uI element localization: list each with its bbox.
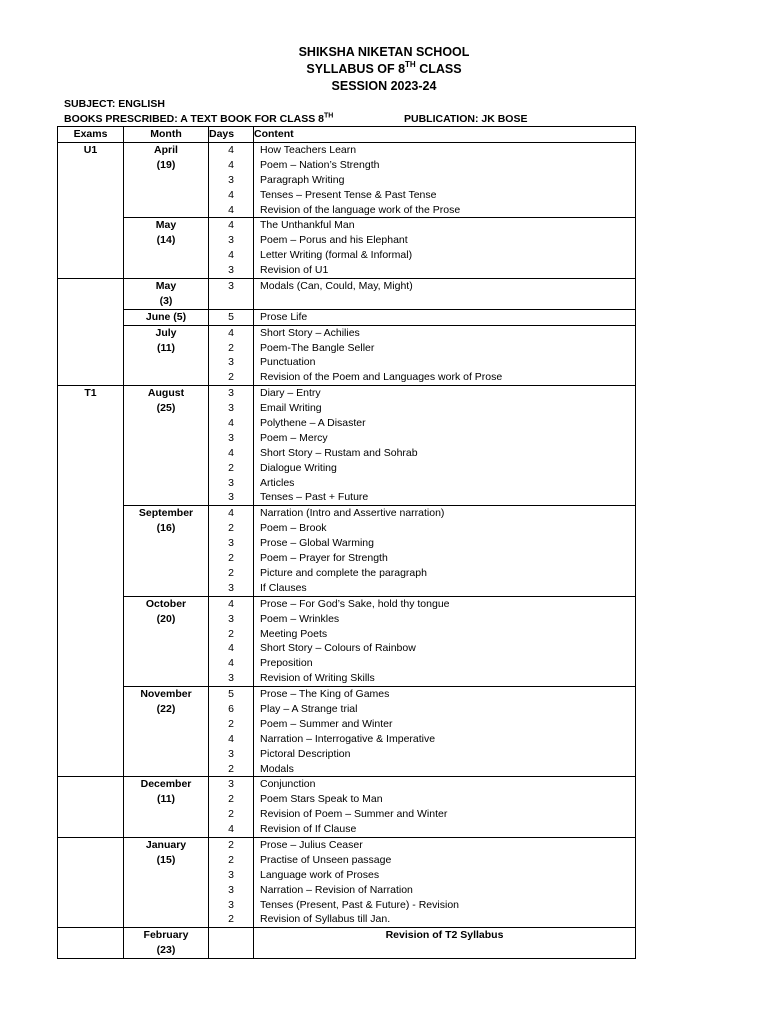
days-value: 4 [228, 597, 234, 610]
month-cell [124, 506, 209, 596]
syllabus-body [58, 143, 636, 959]
header-exams: Exams [58, 127, 124, 143]
content-item: Revision of Writing Skills [260, 672, 375, 685]
table-row [58, 143, 636, 218]
days-value: 3 [228, 581, 234, 594]
days-value: 4 [228, 657, 234, 670]
exam-cell: T1 [58, 386, 124, 777]
subject-line: SUBJECT: ENGLISH [64, 98, 165, 110]
days-value: 4 [228, 158, 234, 171]
month-line: May [155, 280, 177, 293]
content-item: Practise of Unseen passage [260, 853, 392, 866]
content-item: Revision of U1 [260, 264, 329, 277]
content-item: Modals [260, 762, 294, 775]
days-value: 3 [228, 280, 234, 293]
content-item: Narration – Interrogative & Imperative [260, 732, 436, 745]
content-item: Email Writing [260, 402, 322, 415]
content-item: Poem-The Bangle Seller [260, 341, 375, 354]
days-value: 2 [228, 717, 234, 730]
content-item: Prose – Julius Ceaser [260, 838, 363, 851]
table-row [58, 386, 636, 506]
content-item: Prose – Global Warming [260, 537, 374, 550]
exam-cell [58, 928, 124, 959]
books-prescribed-line [64, 112, 333, 126]
days-value: 2 [228, 566, 234, 579]
month-line: September [138, 507, 194, 520]
content-item: Short Story – Achilies [260, 326, 360, 339]
month-line: June (5) [145, 310, 187, 323]
month-line: (15) [156, 853, 176, 866]
days-value: 2 [228, 838, 234, 851]
days-value: 4 [228, 446, 234, 459]
month-cell [124, 325, 209, 386]
content-item: Picture and complete the paragraph [260, 566, 427, 579]
syllabus-title-suffix: CLASS [415, 62, 462, 76]
content-item: Preposition [260, 657, 313, 670]
content-cell [254, 596, 636, 686]
content-item: Poem – Wrinkles [260, 612, 340, 625]
content-item: Tenses – Past + Future [260, 491, 369, 504]
content-item: Poem – Porus and his Elephant [260, 234, 408, 247]
days-value: 3 [228, 612, 234, 625]
session-title: SESSION 2023-24 [331, 79, 437, 93]
month-line: (22) [156, 702, 176, 715]
content-item: Tenses (Present, Past & Future) - Revision [260, 898, 459, 911]
content-cell [254, 928, 636, 959]
content-cell [254, 687, 636, 777]
table-row [58, 325, 636, 386]
month-line: October [145, 597, 187, 610]
days-value: 4 [228, 417, 234, 430]
days-cell [209, 279, 254, 310]
days-cell [209, 143, 254, 218]
days-value: 2 [228, 793, 234, 806]
content-cell [254, 837, 636, 927]
table-row [58, 218, 636, 279]
table-row [58, 279, 636, 310]
month-line: (19) [156, 158, 176, 171]
content-cell [254, 777, 636, 838]
days-value: 2 [228, 913, 234, 926]
days-value: 3 [228, 537, 234, 550]
content-cell [254, 143, 636, 218]
days-value: 3 [228, 234, 234, 247]
days-value: 2 [228, 552, 234, 565]
days-cell [209, 386, 254, 506]
month-line: January [145, 838, 187, 851]
days-value: 4 [228, 642, 234, 655]
content-item: Revision of Poem – Summer and Winter [260, 808, 448, 821]
days-value: 4 [228, 188, 234, 201]
days-value: 2 [228, 627, 234, 640]
days-cell [209, 325, 254, 386]
books-prefix: BOOKS PRESCRIBED: A TEXT BOOK FOR CLASS 8 [64, 113, 324, 125]
days-cell [209, 837, 254, 927]
month-line: (11) [156, 793, 176, 806]
month-line: (16) [156, 522, 176, 535]
days-cell [209, 506, 254, 596]
syllabus-table [57, 126, 636, 959]
content-item: Prose – For God’s Sake, hold thy tongue [260, 597, 450, 610]
content-item: Revision of If Clause [260, 823, 357, 836]
content-item: Prose – The King of Games [260, 688, 390, 701]
table-row [58, 687, 636, 777]
content-cell [254, 218, 636, 279]
month-line: (23) [156, 944, 176, 957]
days-value: 2 [228, 522, 234, 535]
table-row [58, 596, 636, 686]
content-item: Poem – Brook [260, 522, 327, 535]
content-cell [254, 386, 636, 506]
content-item: Modals (Can, Could, May, Might) [260, 280, 413, 293]
days-cell [209, 309, 254, 325]
days-value: 2 [228, 808, 234, 821]
month-line: (11) [156, 341, 176, 354]
content-item: Short Story – Colours of Rainbow [260, 642, 416, 655]
days-value: 3 [228, 898, 234, 911]
content-item: The Unthankful Man [260, 219, 355, 232]
month-line: December [140, 778, 192, 791]
exam-cell [58, 777, 124, 838]
days-value: 3 [228, 778, 234, 791]
table-row [58, 928, 636, 959]
table-row [58, 506, 636, 596]
content-item: Revision of the Poem and Languages work of Prose [260, 371, 503, 384]
content-cell [254, 325, 636, 386]
days-value: 2 [228, 371, 234, 384]
table-header-row [58, 127, 636, 143]
days-value: 2 [228, 762, 234, 775]
books-sup: TH [324, 112, 334, 120]
content-item: Conjunction [260, 778, 316, 791]
content-item: Pictoral Description [260, 747, 351, 760]
content-item: Dialogue Writing [260, 461, 337, 474]
days-value: 3 [228, 431, 234, 444]
month-cell [124, 309, 209, 325]
days-value: 2 [228, 853, 234, 866]
header-days: Days [209, 127, 254, 143]
content-cell [254, 279, 636, 310]
month-cell [124, 218, 209, 279]
days-cell [209, 687, 254, 777]
month-cell [124, 279, 209, 310]
days-value: 4 [228, 249, 234, 262]
days-value: 4 [228, 203, 234, 216]
content-item: How Teachers Learn [260, 144, 357, 156]
days-cell [209, 596, 254, 686]
table-row [58, 777, 636, 838]
days-value: 3 [228, 476, 234, 489]
month-line: July [155, 326, 177, 339]
month-line: November [140, 688, 192, 701]
content-item: Paragraph Writing [260, 173, 345, 186]
school-name: SHIKSHA NIKETAN SCHOOL [298, 45, 470, 59]
content-cell [254, 309, 636, 325]
content-item: Articles [260, 476, 295, 489]
content-item: Short Story – Rustam and Sohrab [260, 446, 418, 459]
month-cell [124, 687, 209, 777]
days-value: 6 [228, 702, 234, 715]
month-cell [124, 928, 209, 959]
days-value: 2 [228, 341, 234, 354]
content-item: Letter Writing (formal & Informal) [260, 249, 413, 262]
days-value: 5 [228, 310, 234, 323]
syllabus-title-prefix: SYLLABUS OF 8 [306, 62, 406, 76]
header-content: Content [254, 127, 636, 143]
content-item: Narration – Revision of Narration [260, 883, 413, 896]
days-cell [209, 777, 254, 838]
month-line: (20) [156, 612, 176, 625]
exam-cell: U1 [58, 143, 124, 279]
days-value: 5 [228, 688, 234, 701]
month-cell [124, 777, 209, 838]
table-row [58, 309, 636, 325]
days-value: 4 [228, 219, 234, 232]
content-item: Revision of Syllabus till Jan. [260, 913, 391, 926]
days-value: 4 [228, 144, 234, 156]
content-item: Language work of Proses [260, 868, 380, 881]
days-cell [209, 928, 254, 959]
exam-cell [58, 279, 124, 386]
content-item: Poem – Summer and Winter [260, 717, 393, 730]
content-item: Revision of T2 Syllabus [385, 929, 504, 942]
table-row [58, 837, 636, 927]
syllabus-title [0, 61, 768, 78]
month-line: August [147, 387, 185, 400]
days-value: 3 [228, 883, 234, 896]
month-cell [124, 596, 209, 686]
month-line: (14) [156, 234, 176, 247]
content-item: Poem Stars Speak to Man [260, 793, 383, 806]
content-item: Play – A Strange trial [260, 702, 358, 715]
month-line: April [154, 144, 178, 156]
content-item: Diary – Entry [260, 387, 321, 400]
days-value: 4 [228, 507, 234, 520]
month-line: February [143, 929, 189, 942]
days-value: 3 [228, 402, 234, 415]
content-item: Revision of the language work of the Prose [260, 203, 461, 216]
days-value: 4 [228, 823, 234, 836]
days-value: 2 [228, 461, 234, 474]
month-cell [124, 386, 209, 506]
content-item: Punctuation [260, 356, 316, 369]
content-item: Meeting Poets [260, 627, 328, 640]
month-line: (3) [159, 294, 173, 307]
month-line: May [155, 219, 177, 232]
month-cell [124, 837, 209, 927]
content-cell [254, 506, 636, 596]
days-value: 4 [228, 732, 234, 745]
days-value: 3 [228, 264, 234, 277]
days-value: 3 [228, 747, 234, 760]
document-header [0, 44, 768, 95]
publication-line: PUBLICATION: JK BOSE [404, 113, 528, 125]
exam-cell [58, 837, 124, 927]
days-value: 3 [228, 173, 234, 186]
days-value: 3 [228, 356, 234, 369]
content-item: Prose Life [260, 310, 308, 323]
header-month: Month [124, 127, 209, 143]
content-item: Poem – Prayer for Strength [260, 552, 388, 565]
content-item: Narration (Intro and Assertive narration) [260, 507, 445, 520]
month-cell [124, 143, 209, 218]
syllabus-title-sup: TH [405, 59, 416, 69]
days-cell [209, 218, 254, 279]
content-item: Polythene – A Disaster [260, 417, 366, 430]
days-value: 3 [228, 868, 234, 881]
days-value: 4 [228, 326, 234, 339]
content-item: Poem – Nation’s Strength [260, 158, 380, 171]
content-item: Tenses – Present Tense & Past Tense [260, 188, 437, 201]
days-value: 3 [228, 491, 234, 504]
month-line: (25) [156, 402, 176, 415]
content-item: If Clauses [260, 581, 307, 594]
content-item: Poem – Mercy [260, 431, 328, 444]
days-value: 3 [228, 387, 234, 400]
days-value: 3 [228, 672, 234, 685]
